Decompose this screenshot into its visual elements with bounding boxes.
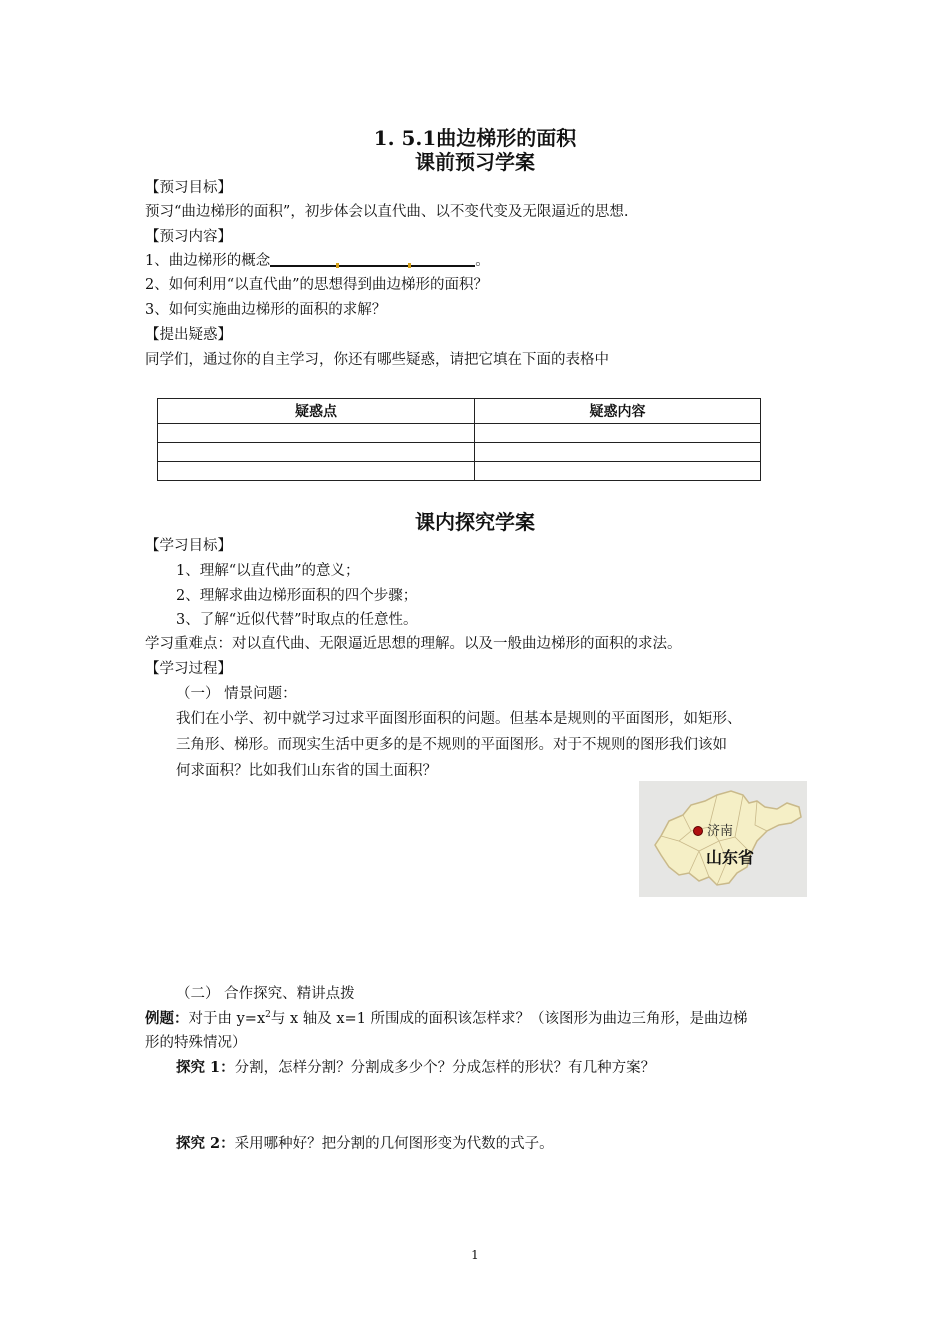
paragraph-line-3: 何求面积？比如我们山东省的国土面积？ [176,763,437,779]
explore-1-label: 探究 1： [176,1059,235,1076]
table-cell[interactable] [158,424,475,443]
paragraph-line-2: 三角形、梯形。而现实生活中更多的是不规则的平面图形。对于不规则的图形我们该如 [176,737,727,753]
page-number: 1 [471,1248,479,1262]
table-cell[interactable] [158,443,475,462]
explore-2-text: 采用哪种好？把分割的几何图形变为代数的式子。 [234,1136,554,1152]
explore-2-label: 探究 2： [176,1135,235,1152]
preview-item-1-suffix: 。 [475,253,490,269]
preview-item-2: 2、如何利用“以直代曲”的思想得到曲边梯形的面积？ [145,277,489,293]
example-text-a: 对于由 y=x [188,1011,266,1027]
preview-item-1-prefix: 1、曲边梯形的概念 [145,253,271,269]
preview-item-1 [145,251,490,271]
example-text-b: 与 x 轴及 x=1 所围成的面积该怎样求？（该图形为曲边三角形，是曲边梯 [270,1011,748,1027]
inclass-section-title: 课内探究学案 [415,510,535,534]
explore-1 [176,1058,655,1078]
map-city-label: 济南 [707,824,734,839]
table-cell[interactable] [158,462,475,481]
section-2-heading: （二） 合作探究、精讲点拨 [176,986,355,1002]
learning-goal-1: 1、理解“以直代曲”的意义； [176,563,360,579]
table-cell[interactable] [475,462,761,481]
preview-content-heading: 【预习内容】 [145,229,232,245]
fill-in-blank[interactable] [270,251,475,267]
table-header-doubt-content: 疑惑内容 [475,399,761,424]
learning-goal-3: 3、了解“近似代替”时取点的任意性。 [176,612,418,628]
example-line-1 [145,1009,748,1029]
explore-1-text: 分割，怎样分割？分割成多少个？分成怎样的形状？有几种方案？ [234,1060,656,1076]
shandong-map-shape [639,781,807,897]
doubt-table [157,398,761,481]
example-line-2: 形的特殊情况） [145,1035,247,1051]
learning-goal-2: 2、理解求曲边梯形面积的四个步骤； [176,588,418,604]
table-header-row [158,399,761,424]
preview-goal-text: 预习“曲边梯形的面积”，初步体会以直代曲、以不变代变及无限逼近的思想. [145,204,629,220]
doubt-text: 同学们，通过你的自主学习，你还有哪些疑惑，请把它填在下面的表格中 [145,352,609,368]
table-cell[interactable] [475,424,761,443]
section-1-heading: （一） 情景问题： [176,686,297,702]
shandong-map-image [639,781,807,897]
example-superscript: 2 [265,1010,271,1020]
main-title: 1. 5.1曲边梯形的面积 [373,126,577,150]
map-province-label: 山东省 [706,848,755,867]
preview-item-3: 3、如何实施曲边梯形的面积的求解？ [145,302,387,318]
process-heading: 【学习过程】 [145,661,232,677]
paragraph-line-1: 我们在小学、初中就学习过求平面图形面积的问题。但基本是规则的平面图形，如矩形、 [176,711,742,727]
table-row [158,443,761,462]
table-row [158,462,761,481]
key-points: 学习重难点：对以直代曲、无限逼近思想的理解。以及一般曲边梯形的面积的求法。 [145,636,682,652]
preview-section-title: 课前预习学案 [415,150,535,174]
table-row [158,424,761,443]
table-header-doubt-point: 疑惑点 [158,399,475,424]
explore-2 [176,1134,554,1154]
table-cell[interactable] [475,443,761,462]
doubt-heading: 【提出疑惑】 [145,327,232,343]
learning-goal-heading: 【学习目标】 [145,538,232,554]
preview-goal-heading: 【预习目标】 [145,180,232,196]
example-label: 例题： [145,1010,189,1027]
